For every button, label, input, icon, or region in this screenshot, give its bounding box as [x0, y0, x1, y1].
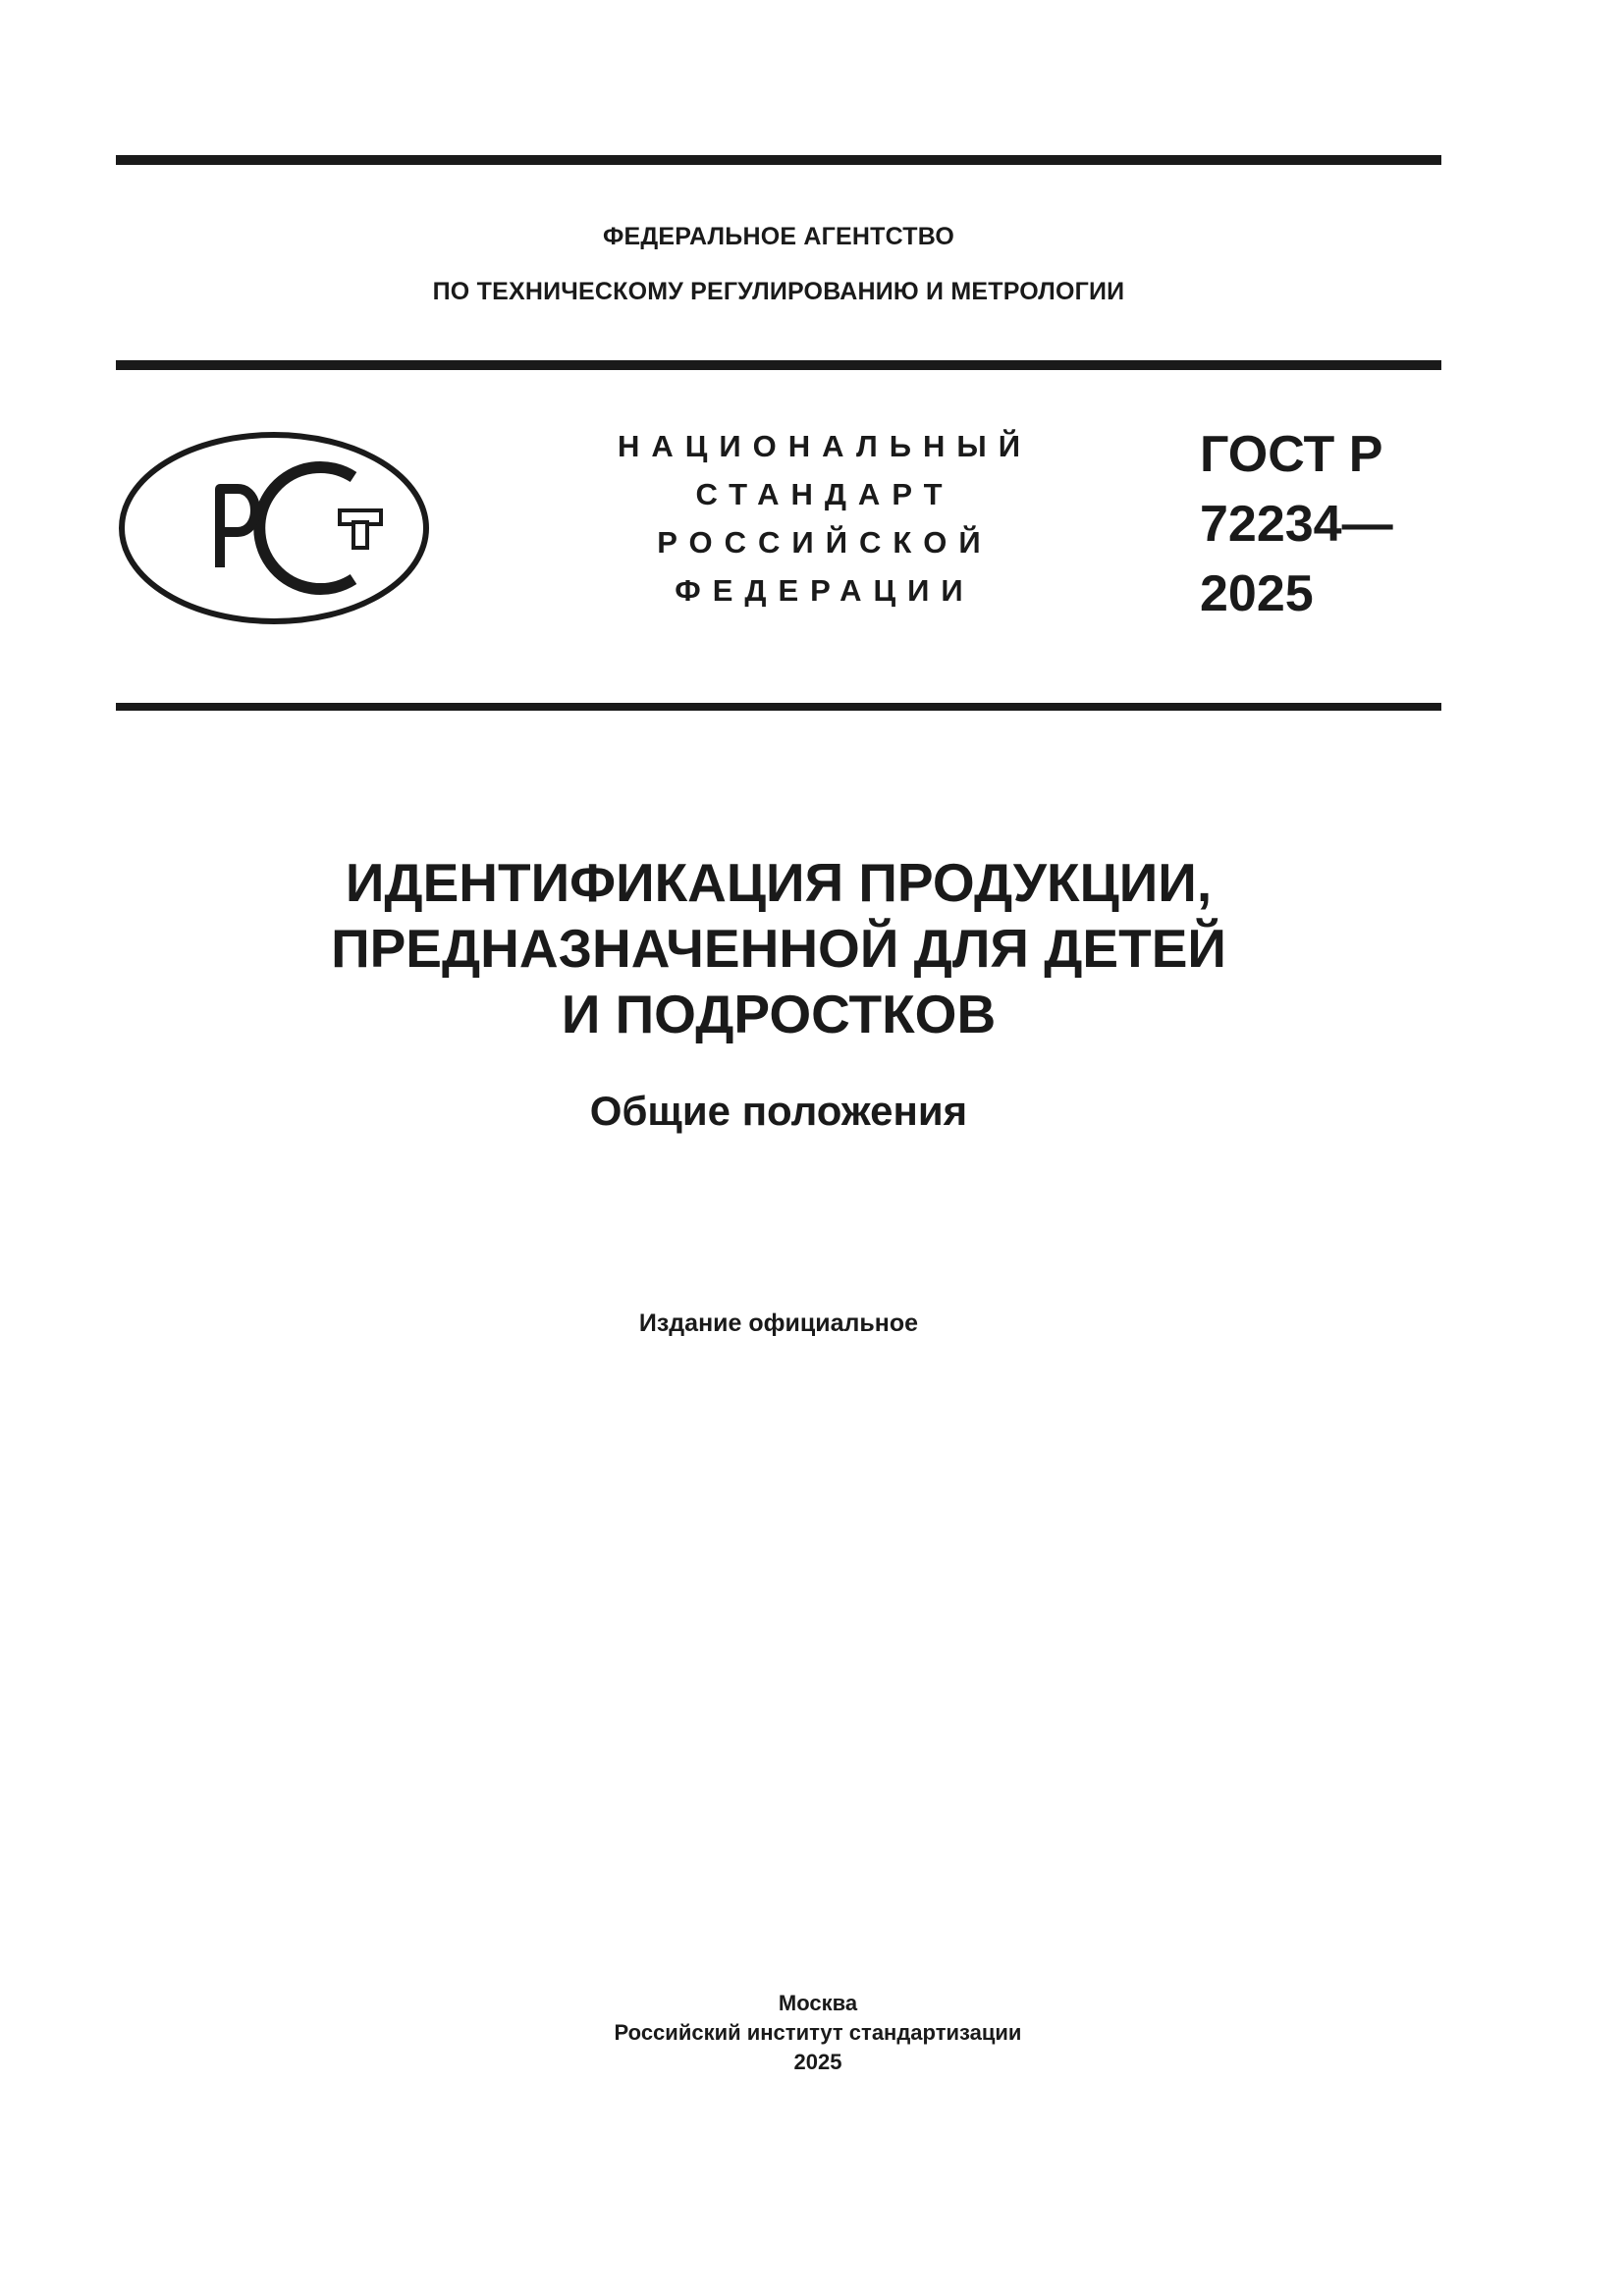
- designation-line3: 2025: [1200, 565, 1314, 622]
- title-line: ПРЕДНАЗНАЧЕННОЙ ДЛЯ ДЕТЕЙ: [331, 918, 1226, 979]
- agency-rule: [116, 360, 1441, 370]
- national-standard-line: НАЦИОНАЛЬНЫЙ: [617, 429, 1033, 463]
- document-title: [116, 850, 1441, 1047]
- rst-certification-mark-icon: [118, 430, 430, 626]
- national-standard-label: [550, 422, 1100, 614]
- national-standard-line: РОССИЙСКОЙ: [657, 525, 993, 560]
- imprint-publisher: Российский институт стандартизации: [614, 2020, 1022, 2045]
- national-standard-line: СТАНДАРТ: [695, 477, 954, 511]
- agency-name-line2: ПО ТЕХНИЧЕСКОМУ РЕГУЛИРОВАНИЮ И МЕТРОЛОГИИ: [432, 278, 1125, 305]
- designation-line1: ГОСТ Р: [1200, 426, 1383, 483]
- national-standard-line: ФЕДЕРАЦИИ: [675, 573, 975, 608]
- document-subtitle: Общие положения: [589, 1088, 968, 1134]
- imprint-city: Москва: [778, 1991, 858, 2015]
- header-rule: [116, 703, 1441, 711]
- edition-note: Издание официальное: [638, 1309, 919, 1337]
- title-line: ИДЕНТИФИКАЦИЯ ПРОДУКЦИИ,: [345, 852, 1213, 913]
- designation-line2: 72234—: [1200, 496, 1393, 553]
- imprint-year: 2025: [793, 2050, 842, 2074]
- top-rule: [116, 155, 1441, 165]
- agency-name-line1: ФЕДЕРАЛЬНОЕ АГЕНТСТВО: [603, 223, 954, 250]
- imprint: [116, 1989, 1520, 2077]
- title-line: И ПОДРОСТКОВ: [561, 984, 997, 1044]
- standard-designation: [1200, 420, 1393, 629]
